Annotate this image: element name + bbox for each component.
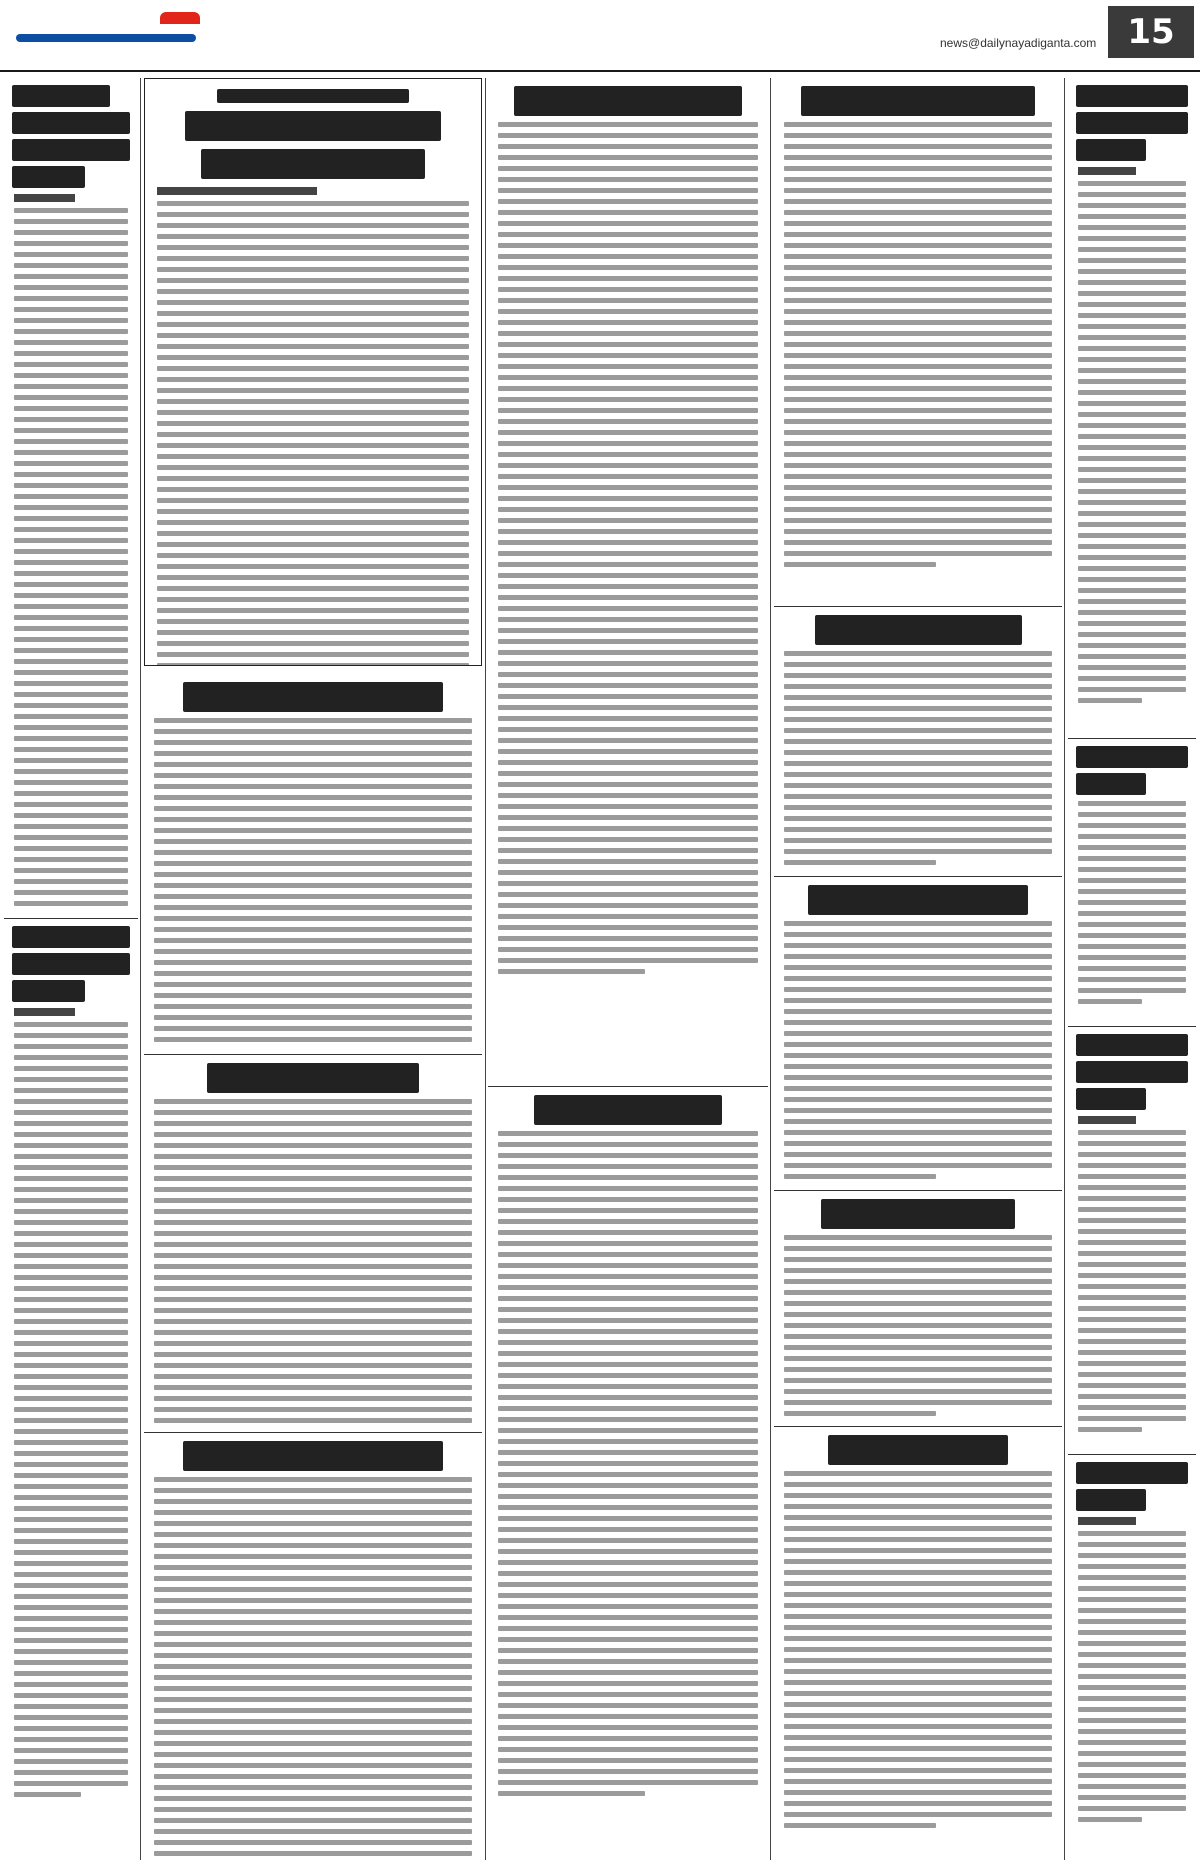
page-number: 15 (1108, 6, 1194, 58)
story-far-right-1 (1068, 78, 1196, 730)
story-center-boxed (144, 78, 482, 666)
column-3 (488, 78, 768, 1860)
story-far-right-4 (1068, 1454, 1196, 1858)
story-center-right-top (488, 78, 768, 1078)
story-far-right-2 (1068, 738, 1196, 1018)
newspaper-logo (10, 8, 210, 58)
story-right-5 (774, 1426, 1062, 1858)
story-left-top (4, 78, 138, 912)
story-center-4 (144, 1432, 482, 1858)
story-center-3 (144, 1054, 482, 1424)
column-1 (4, 78, 138, 1860)
story-right-4 (774, 1190, 1062, 1418)
story-left-bottom (4, 918, 138, 1858)
story-right-1 (774, 78, 1062, 598)
column-5 (1068, 78, 1196, 1860)
column-2 (144, 78, 482, 1860)
column-4 (774, 78, 1062, 1860)
story-far-right-3 (1068, 1026, 1196, 1446)
page-header (0, 0, 1200, 72)
header-email: news@dailynayadiganta.com (940, 36, 1097, 50)
story-right-3 (774, 876, 1062, 1182)
story-center-right-bottom (488, 1086, 768, 1858)
story-right-2 (774, 606, 1062, 868)
story-center-2 (144, 674, 482, 1046)
